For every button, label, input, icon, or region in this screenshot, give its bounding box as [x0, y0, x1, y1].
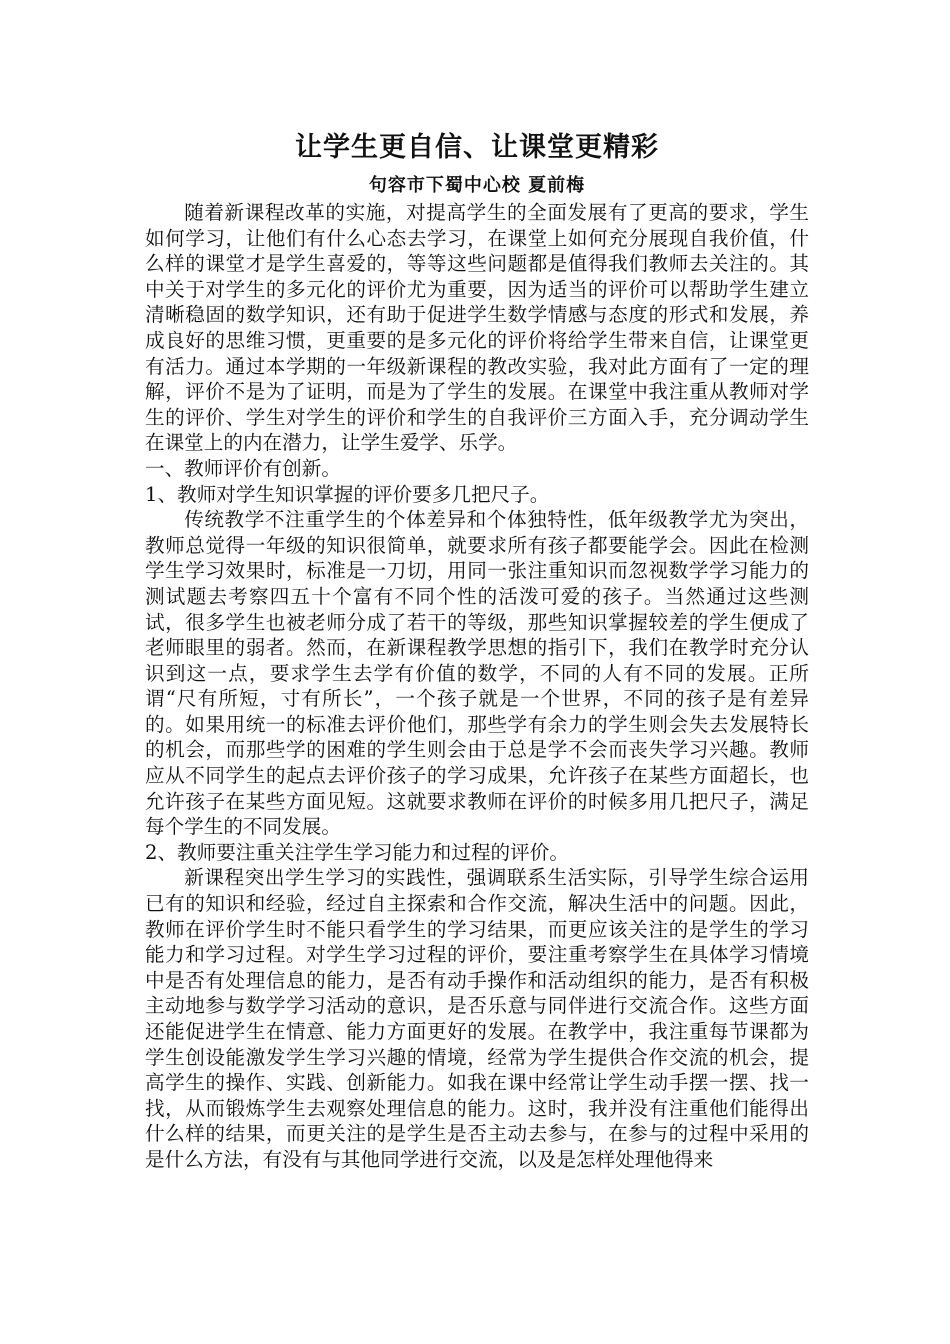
paragraph-body-1: 传统教学不注重学生的个体差异和个体独特性，低年级教学尤为突出，教师总觉得一年级的知识很简单，就要求所有孩子都要能学会。因此在检测学生学习效果时，标准是一刀切，用同一张注重知识而忽视数学学习能力的测试题去考察四五十个富有不同个性的活泼可爱的孩子。当然通过这些测试，很多学生也被老师分成了若干的等级，那些知识掌握较差的学生便成了老师眼里的弱者。然而，在新课程教学思想的指引下，我们在教学时充分认识到这一点，要求学生去学有价值的数学，不同的人有不同的发展。正所谓“尺有所短，寸有所长”，一个孩子就是一个世界，不同的孩子是有差异的。如果用统一的标准去评价他们，那些学有余力的学生则会失去发展特长的机会，而那些学的困难的学生则会由于总是学不会而丧失学习兴趣。教师应从不同学生的起点去评价孩子的学习成果，允许孩子在某些方面超长，也允许孩子在某些方面见短。这就要求教师在评价的时候多用几把尺子，满足每个学生的不同发展。 [145, 508, 809, 839]
document-title: 让学生更自信、让课堂更精彩 [295, 132, 659, 163]
subsection-heading-2: 2、教师要注重关注学生学习能力和过程的评价。 [145, 840, 569, 864]
section-heading-1: 一、教师评价有创新。 [145, 456, 341, 480]
author-line: 句容市下蜀中心校 夏前梅 [368, 175, 586, 196]
subsection-heading-1: 1、教师对学生知识掌握的评价要多几把尺子。 [145, 482, 550, 506]
paragraph-body-2: 新课程突出学生学习的实践性，强调联系生活实际，引导学生综合运用已有的知识和经验，经过自主探索和合作交流，解决生活中的问题。因此，教师在评价学生时不能只看学生的学习结果，而更应该关注的是学生的学习能力和学习过程。对学生学习过程的评价，要注重考察学生在具体学习情境中是否有处理信息的能力，是否有动手操作和活动组织的能力，是否有积极主动地参与数学学习活动的意识，是否乐意与同伴进行交流合作。这些方面还能促进学生在情意、能力方面更好的发展。在教学中，我注重每节课都为学生创设能激发学生学习兴趣的情境，经常为学生提供合作交流的机会，提高学生的操作、实践、创新能力。如我在课中经常让学生动手摆一摆、找一找，从而锻炼学生去观察处理信息的能力。这时，我并没有注重他们能得出什么样的结果，而更关注的是学生是否主动去参与，在参与的过程中采用的是什么方法，有没有与其他同学进行交流，以及是怎样处理他得来 [145, 866, 809, 1171]
document-page [145, 128, 809, 1173]
paragraph-intro: 随着新课程改革的实施，对提高学生的全面发展有了更高的要求，学生如何学习，让他们有什么心态去学习，在课堂上如何充分展现自我价值，什么样的课堂才是学生喜爱的，等等这些问题都是值得我们教师去关注的。其中关于对学生的多元化的评价尤为重要，因为适当的评价可以帮助学生建立清晰稳固的数学知识，还有助于促进学生数学情感与态度的形式和发展，养成良好的思维习惯，更重要的是多元化的评价将给学生带来自信，让课堂更有活力。通过本学期的一年级新课程的教改实验，我对此方面有了一定的理解，评价不是为了证明，而是为了学生的发展。在课堂中我注重从教师对学生的评价、学生对学生的评价和学生的自我评价三方面入手，充分调动学生在课堂上的内在潜力，让学生爱学、乐学。 [145, 201, 809, 455]
